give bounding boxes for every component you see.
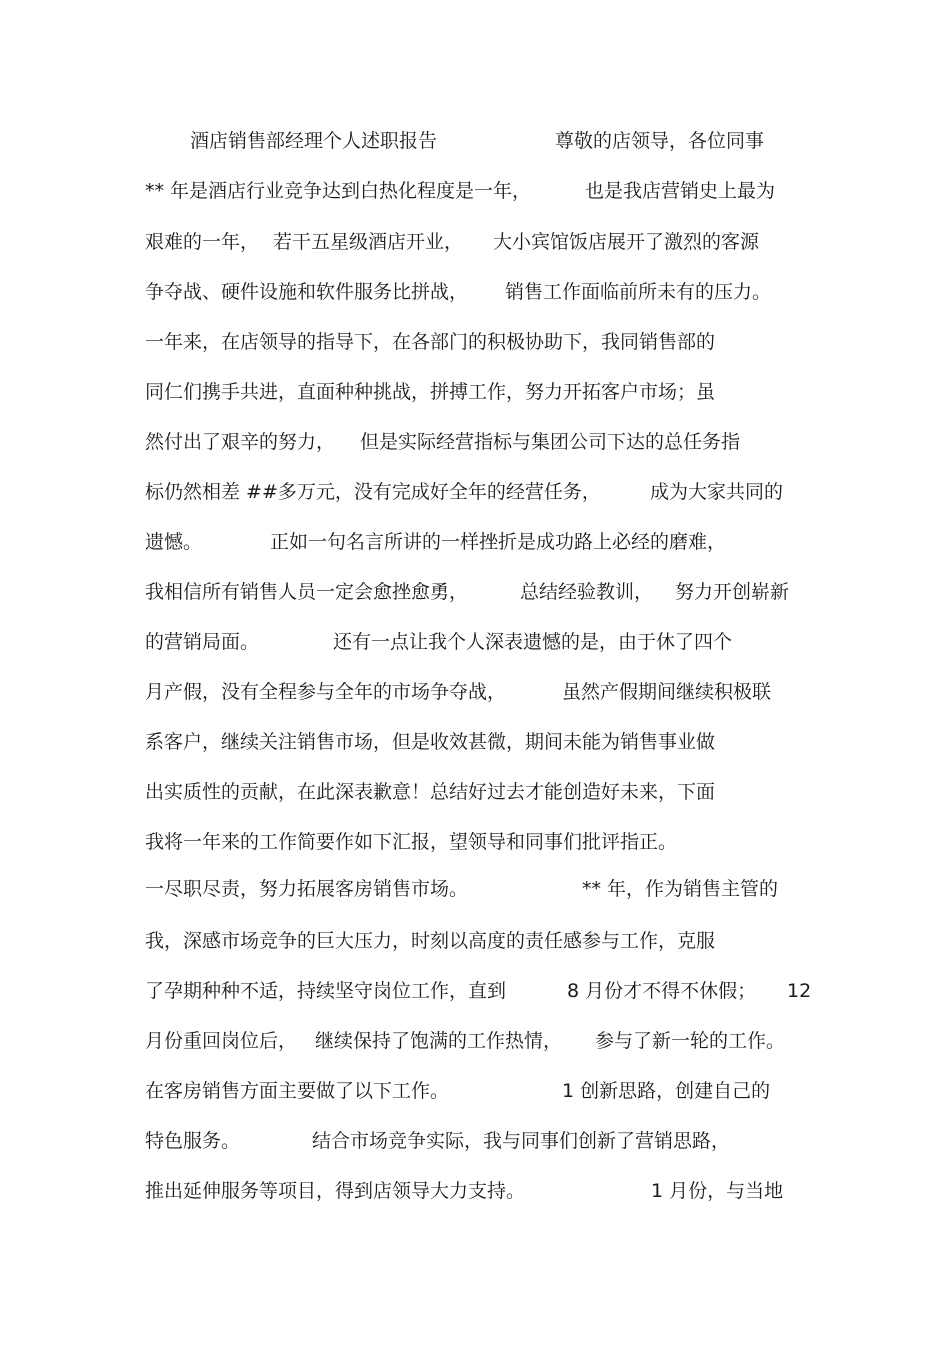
text-segment: 1 创新思路，创建自己的 (562, 1080, 771, 1102)
text-segment: 努力开创崭新 (675, 581, 790, 603)
text-segment: 若干五星级酒店开业， (273, 231, 464, 253)
text-segment: 还有一点让我个人深表遗憾的是，由于休了四个 (333, 631, 733, 653)
text-segment: 出实质性的贡献，在此深表歉意！总结好过去才能创造好未来，下面 (145, 781, 716, 803)
text-segment: 成为大家共同的 (650, 481, 784, 503)
text-segment: 8 月份才不得不休假； (567, 980, 757, 1002)
text-segment: 同仁们携手共进，直面种种挑战，拼搏工作，努力开拓客户市场；虽 (145, 381, 716, 403)
text-segment: 在客房销售方面主要做了以下工作。 (145, 1080, 450, 1102)
text-segment: 推出延伸服务等项目，得到店领导大力支持。 (145, 1180, 526, 1202)
text-segment: 遗憾。 (145, 531, 203, 553)
text-segment: 的营销局面。 (145, 631, 260, 653)
text-segment: 结合市场竞争实际，我与同事们创新了营销思路， (312, 1130, 731, 1152)
text-segment: 我，深感市场竞争的巨大压力，时刻以高度的责任感参与工作，克服 (145, 930, 716, 952)
text-segment: 大小宾馆饭店展开了激烈的客源 (493, 231, 760, 253)
text-segment: 我相信所有销售人员一定会愈挫愈勇， (145, 581, 469, 603)
text-segment: 参与了新一轮的工作。 (595, 1030, 786, 1052)
text-segment: 正如一句名言所讲的一样挫折是成功路上必经的磨难， (270, 531, 727, 553)
text-segment: 我将一年来的工作简要作如下汇报，望领导和同事们批评指正。 (145, 831, 678, 853)
text-segment: 但是实际经营指标与集团公司下达的总任务指 (360, 431, 741, 453)
text-segment: 标仍然相差 ##多万元，没有完成好全年的经营任务， (145, 481, 601, 503)
text-segment: 系客户，继续关注销售市场，但是收效甚微，期间未能为销售事业做 (145, 731, 716, 753)
text-segment: 销售工作面临前所未有的压力。 (505, 281, 772, 303)
text-segment: ** 年是酒店行业竞争达到白热化程度是一年， (145, 180, 532, 202)
text-segment: 争夺战、硬件设施和软件服务比拼战， (145, 281, 469, 303)
section-heading: 一尽职尽责，努力拓展客房销售市场。 (145, 878, 469, 900)
text-segment: 总结经验教训， (520, 581, 654, 603)
text-segment: 一年来，在店领导的指导下，在各部门的积极协助下，我同销售部的 (145, 331, 716, 353)
text-segment: 了孕期种种不适，持续坚守岗位工作，直到 (145, 980, 507, 1002)
text-segment: 然付出了艰辛的努力， (145, 431, 336, 453)
text-segment: 继续保持了饱满的工作热情， (315, 1030, 563, 1052)
report-title: 酒店销售部经理个人述职报告 (190, 130, 438, 152)
text-segment: 12 (787, 980, 812, 1002)
salutation: 尊敬的店领导，各位同事 (555, 130, 765, 152)
text-segment: 虽然产假期间继续积极联 (562, 681, 772, 703)
text-segment: 1 月份，与当地 (651, 1180, 784, 1202)
text-segment: 月份重回岗位后， (145, 1030, 298, 1052)
text-segment: 艰难的一年， (145, 231, 260, 253)
text-segment: 月产假，没有全程参与全年的市场争夺战， (145, 681, 507, 703)
text-segment: ** 年，作为销售主管的 (582, 878, 779, 900)
text-segment: 特色服务。 (145, 1130, 241, 1152)
text-segment: 也是我店营销史上最为 (585, 180, 776, 202)
